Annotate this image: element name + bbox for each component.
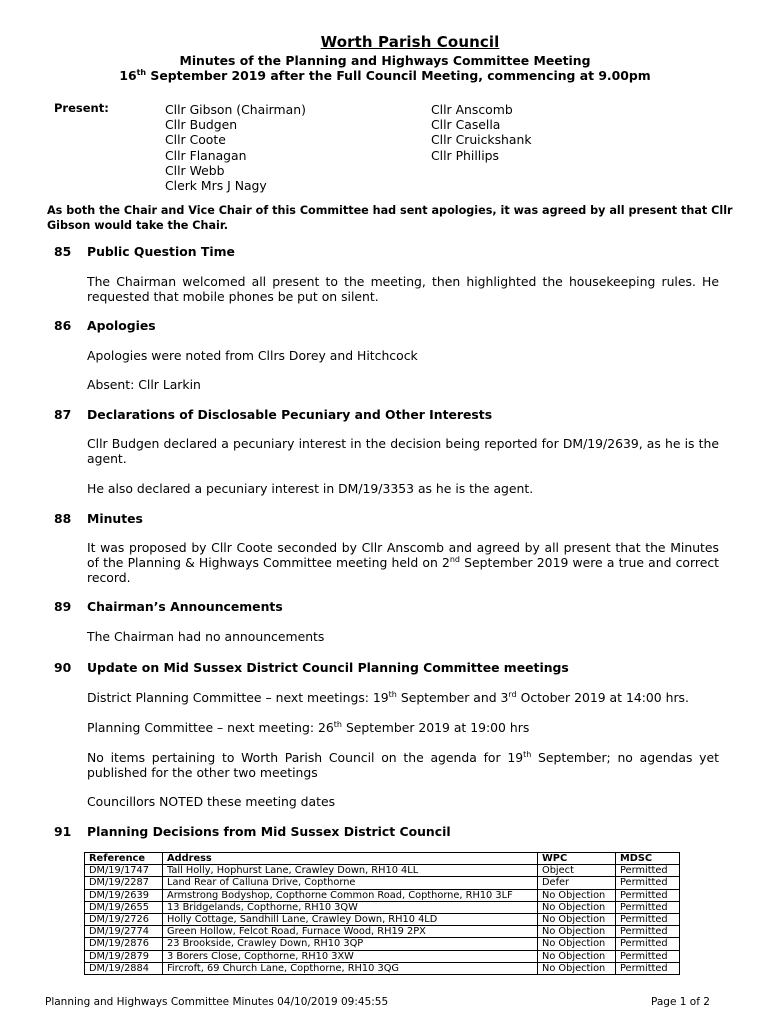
- address-cell: 3 Borers Close, Copthorne, RH10 3XW: [163, 950, 538, 962]
- section-89-text: The Chairman had no announcements: [87, 629, 325, 644]
- section-86-text: Apologies were noted from Cllrs Dorey and Hitchcock: [87, 348, 418, 363]
- chair-note: As both the Chair and Vice Chair of this Committee had sent apologies, it was agreed by all present that Cllr Gibson would take the Chair.: [47, 204, 733, 232]
- address-cell: Green Hollow, Felcot Road, Furnace Wood, RH19 2PX: [163, 926, 538, 938]
- mdsc-cell: Permitted: [616, 926, 680, 938]
- section-87-text: Cllr Budgen declared a pecuniary interest in the decision being reported for DM/19/2639, as he is the agent.: [87, 436, 719, 467]
- reference-cell: DM/19/2655: [85, 901, 163, 913]
- table-header-row: [85, 853, 680, 865]
- attendee: Cllr Cruickshank: [431, 132, 532, 148]
- reference-cell: DM/19/2287: [85, 877, 163, 889]
- wpc-cell: No Objection: [538, 889, 616, 901]
- mdsc-cell: Permitted: [616, 938, 680, 950]
- address-cell: Tall Holly, Hophurst Lane, Crawley Down, RH10 4LL: [163, 865, 538, 877]
- present-list-column-1: [165, 102, 306, 193]
- section-90-planning-committee: Planning Committee – next meeting: 26th September 2019 at 19:00 hrs: [87, 719, 530, 735]
- present-list-column-2: [431, 102, 532, 163]
- mdsc-cell: Permitted: [616, 914, 680, 926]
- section-87-text-2: He also declared a pecuniary interest in DM/19/3353 as he is the agent.: [87, 481, 534, 496]
- reference-cell: DM/19/2876: [85, 938, 163, 950]
- attendee: Cllr Budgen: [165, 117, 238, 133]
- table-row: [85, 950, 680, 962]
- section-85-text: The Chairman welcomed all present to the meeting, then highlighted the housekeeping rules. He requested that mobile phones be put on silent.: [87, 274, 719, 305]
- mdsc-cell: Permitted: [616, 865, 680, 877]
- address-cell: 13 Bridgelands, Copthorne, RH10 3QW: [163, 901, 538, 913]
- table-row: [85, 962, 680, 974]
- attendee: Cllr Phillips: [431, 147, 499, 163]
- column-header-address: Address: [163, 853, 538, 865]
- section-88-heading: 88 Minutes: [54, 511, 143, 526]
- wpc-cell: No Objection: [538, 950, 616, 962]
- address-cell: Fircroft, 69 Church Lane, Copthorne, RH10 3QG: [163, 962, 538, 974]
- wpc-cell: No Objection: [538, 938, 616, 950]
- reference-cell: DM/19/2884: [85, 962, 163, 974]
- table-row: [85, 901, 680, 913]
- table-row: [85, 914, 680, 926]
- reference-cell: DM/19/2726: [85, 914, 163, 926]
- mdsc-cell: Permitted: [616, 950, 680, 962]
- table-row: [85, 865, 680, 877]
- mdsc-cell: Permitted: [616, 901, 680, 913]
- attendee: Clerk Mrs J Nagy: [165, 178, 267, 194]
- section-91-heading: 91 Planning Decisions from Mid Sussex District Council: [54, 824, 451, 839]
- attendee: Cllr Anscomb: [431, 102, 513, 117]
- reference-cell: DM/19/2774: [85, 926, 163, 938]
- section-89-heading: 89 Chairman’s Announcements: [54, 599, 283, 614]
- section-87-heading: 87 Declarations of Disclosable Pecuniary and Other Interests: [54, 407, 493, 422]
- address-cell: Land Rear of Calluna Drive, Copthorne: [163, 877, 538, 889]
- section-90-heading: 90 Update on Mid Sussex District Council Planning Committee meetings: [54, 660, 569, 675]
- section-90-district-committee: District Planning Committee – next meetings: 19th September and 3rd October 2019 at 14:00 hrs.: [87, 689, 689, 705]
- planning-decisions-table: [84, 852, 680, 975]
- wpc-cell: No Objection: [538, 914, 616, 926]
- section-85-heading: 85 Public Question Time: [54, 244, 235, 259]
- wpc-cell: Defer: [538, 877, 616, 889]
- mdsc-cell: Permitted: [616, 889, 680, 901]
- section-86-absent: Absent: Cllr Larkin: [87, 377, 201, 392]
- meeting-date-line: 16th September 2019 after the Full Council Meeting, commencing at 9.00pm: [119, 67, 651, 83]
- wpc-cell: No Objection: [538, 926, 616, 938]
- present-label: Present:: [54, 101, 109, 115]
- address-cell: Armstrong Bodyshop, Copthorne Common Road, Copthorne, RH10 3LF: [163, 889, 538, 901]
- section-90-agenda-note: No items pertaining to Worth Parish Council on the agenda for 19th September; no agendas yet published for the other two meetings: [87, 749, 719, 781]
- attendee: Cllr Webb: [165, 162, 225, 178]
- attendee: Cllr Gibson (Chairman): [165, 102, 306, 117]
- table-row: [85, 938, 680, 950]
- footer-document-info: Planning and Highways Committee Minutes 04/10/2019 09:45:55: [45, 996, 389, 1008]
- section-86-heading: 86 Apologies: [54, 318, 156, 333]
- wpc-cell: No Objection: [538, 962, 616, 974]
- meeting-subtitle: Minutes of the Planning and Highways Committee Meeting: [179, 53, 591, 68]
- footer-page-number: Page 1 of 2: [651, 996, 710, 1008]
- reference-cell: DM/19/1747: [85, 865, 163, 877]
- section-88-text: It was proposed by Cllr Coote seconded by Cllr Anscomb and agreed by all present that the Minutes of the Planning & Highways Committee meeting held on 2nd September 2019 were a true and correct record.: [87, 540, 719, 586]
- document-title: Worth Parish Council: [320, 33, 500, 51]
- reference-cell: DM/19/2879: [85, 950, 163, 962]
- column-header-mdsc: MDSC: [616, 853, 680, 865]
- wpc-cell: Object: [538, 865, 616, 877]
- mdsc-cell: Permitted: [616, 962, 680, 974]
- attendee: Cllr Flanagan: [165, 147, 247, 163]
- table-row: [85, 877, 680, 889]
- address-cell: 23 Brookside, Crawley Down, RH10 3QP: [163, 938, 538, 950]
- wpc-cell: No Objection: [538, 901, 616, 913]
- mdsc-cell: Permitted: [616, 877, 680, 889]
- column-header-wpc: WPC: [538, 853, 616, 865]
- attendee: Cllr Casella: [431, 117, 501, 133]
- address-cell: Holly Cottage, Sandhill Lane, Crawley Down, RH10 4LD: [163, 914, 538, 926]
- table-row: [85, 926, 680, 938]
- column-header-reference: Reference: [85, 853, 163, 865]
- reference-cell: DM/19/2639: [85, 889, 163, 901]
- table-row: [85, 889, 680, 901]
- attendee: Cllr Coote: [165, 132, 226, 148]
- section-90-noted: Councillors NOTED these meeting dates: [87, 794, 336, 809]
